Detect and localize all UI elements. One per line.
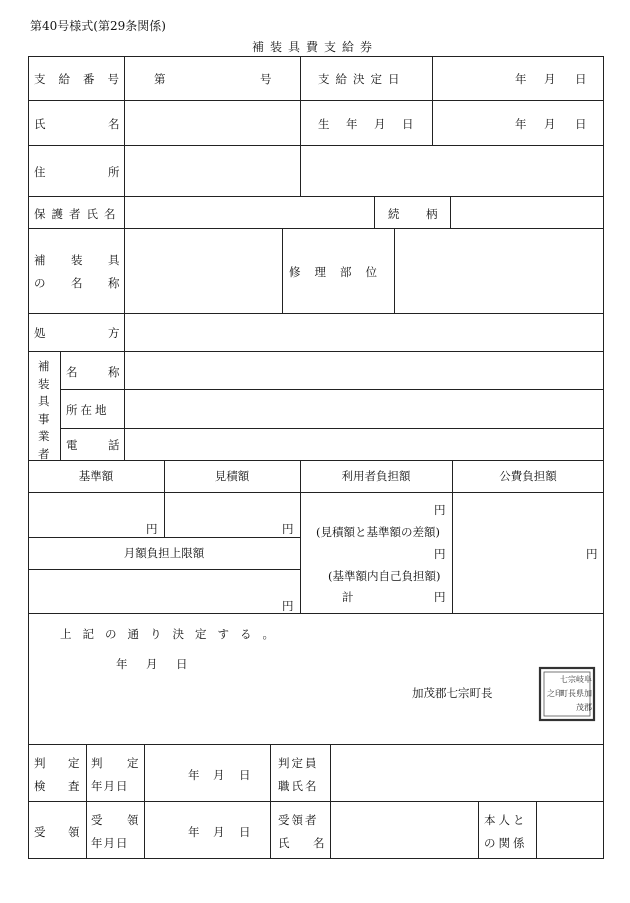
inspection-label-2a: 検 — [34, 779, 46, 793]
relation-to-self-label-1: 本人と — [484, 813, 528, 827]
user-burden-yen-2: 円 — [434, 547, 446, 561]
device-label-2b: 名 — [71, 276, 83, 290]
address-label-1: 住 — [34, 165, 46, 179]
receipt-date-label-2: 年月日 — [91, 836, 129, 850]
name-label-1: 氏 — [34, 117, 46, 131]
decision-statement: 上記の通り決定する。 — [60, 627, 285, 641]
device-label-2a: の — [34, 276, 46, 290]
number-suffix: 号 — [260, 72, 272, 86]
seal-text-2: 県加 — [576, 689, 592, 698]
birth-month: 月 — [544, 117, 556, 131]
name-label-2: 名 — [108, 117, 120, 131]
header-user-burden: 利用者負担額 — [341, 469, 411, 483]
receipt-date-label-1b: 領 — [127, 813, 139, 827]
relation-label-1: 続 — [388, 207, 400, 221]
seal-text-6: 之印 — [547, 689, 563, 698]
vendor-name-label-2: 称 — [108, 365, 120, 379]
judgment-date-label-2: 年月日 — [91, 779, 129, 793]
standard-amount-yen: 円 — [146, 522, 158, 536]
vendor-side-label: 補 装 具 事 業 者 — [38, 359, 50, 461]
support-number-label: 支給番号 — [34, 72, 132, 86]
vendor-phone-label-2: 話 — [108, 438, 120, 452]
receipt-date-label-1a: 受 — [91, 813, 103, 827]
receipt-year: 年 — [188, 825, 200, 839]
seal-text-1: 岐阜 — [576, 675, 592, 684]
judgment-year: 年 — [188, 768, 200, 782]
decision-year: 年 — [116, 657, 128, 671]
judgment-month: 月 — [213, 768, 225, 782]
inspection-label-1b: 定 — [68, 756, 80, 770]
inspection-label-2b: 査 — [68, 779, 80, 793]
seal-text-5: 町長 — [560, 689, 576, 698]
mayor-title: 加茂郡七宗町長 — [412, 686, 493, 700]
decision-date-day: 日 — [575, 72, 587, 86]
receipt-label-2: 領 — [68, 825, 80, 839]
receipt-month: 月 — [213, 825, 225, 839]
judgment-date-label-1b: 定 — [127, 756, 139, 770]
judgment-date-label-1a: 判 — [91, 756, 103, 770]
receiver-label-2a: 氏 — [278, 836, 290, 850]
seal-icon — [538, 666, 596, 722]
device-label-1c: 具 — [108, 253, 120, 267]
prescription-label-1: 処 — [34, 326, 46, 340]
number-prefix: 第 — [154, 72, 166, 86]
header-public-burden: 公費負担額 — [499, 469, 557, 483]
decision-day: 日 — [176, 657, 188, 671]
seal-text-4: 七宗 — [560, 675, 576, 684]
decision-date-label: 支給決定日 — [318, 72, 406, 86]
monthly-cap-label: 月額負担上限額 — [123, 546, 205, 560]
estimate-diff-note: (見積額と基準額の差額) — [316, 525, 440, 539]
user-burden-yen-1: 円 — [434, 503, 446, 517]
receipt-day: 日 — [239, 825, 251, 839]
form-number-label: 第40号様式(第29条関係) — [30, 19, 166, 33]
judge-officer-label-1: 判定員 — [278, 756, 319, 770]
device-label-2c: 称 — [108, 276, 120, 290]
prescription-label-2: 方 — [108, 326, 120, 340]
vendor-location-label: 所在地 — [66, 403, 110, 417]
receiver-label-1: 受領者 — [278, 813, 319, 827]
official-seal — [538, 666, 596, 722]
address-label-2: 所 — [108, 165, 120, 179]
device-label-1b: 装 — [71, 253, 83, 267]
vendor-name-label-1: 名 — [66, 365, 78, 379]
birth-year: 年 — [515, 117, 527, 131]
self-burden-note: (基準額内自己負担額) — [328, 569, 441, 583]
relation-to-self-label-2: の関係 — [484, 836, 528, 850]
relation-label-2: 柄 — [426, 207, 438, 221]
inspection-label-1a: 判 — [34, 756, 46, 770]
birth-label-1: 生 — [318, 117, 330, 131]
seal-text-3: 茂郡 — [576, 703, 592, 712]
form-title: 補装具費支給券 — [251, 40, 378, 54]
decision-date-month: 月 — [544, 72, 556, 86]
vendor-phone-label-1: 電 — [66, 438, 78, 452]
estimate-amount-yen: 円 — [282, 522, 294, 536]
birth-label-2: 年 — [346, 117, 358, 131]
receiver-label-2b: 名 — [313, 836, 325, 850]
birth-day: 日 — [575, 117, 587, 131]
receipt-label-1: 受 — [34, 825, 46, 839]
decision-month: 月 — [146, 657, 158, 671]
birth-label-3: 月 — [374, 117, 386, 131]
total-label: 計 — [342, 590, 354, 604]
user-burden-total-yen: 円 — [434, 590, 446, 604]
guardian-name-label: 保護者氏名 — [34, 207, 122, 221]
birth-label-4: 日 — [402, 117, 414, 131]
judgment-day: 日 — [239, 768, 251, 782]
header-standard-amount: 基準額 — [78, 469, 114, 483]
header-estimate-amount: 見積額 — [214, 469, 250, 483]
voucher-sheet — [28, 56, 604, 859]
repair-part-label: 修理部位 — [289, 265, 391, 279]
decision-date-year: 年 — [515, 72, 527, 86]
device-label-1a: 補 — [34, 253, 46, 267]
monthly-cap-yen: 円 — [282, 599, 294, 613]
public-burden-yen: 円 — [586, 547, 598, 561]
judge-officer-label-2: 職氏名 — [278, 779, 319, 793]
